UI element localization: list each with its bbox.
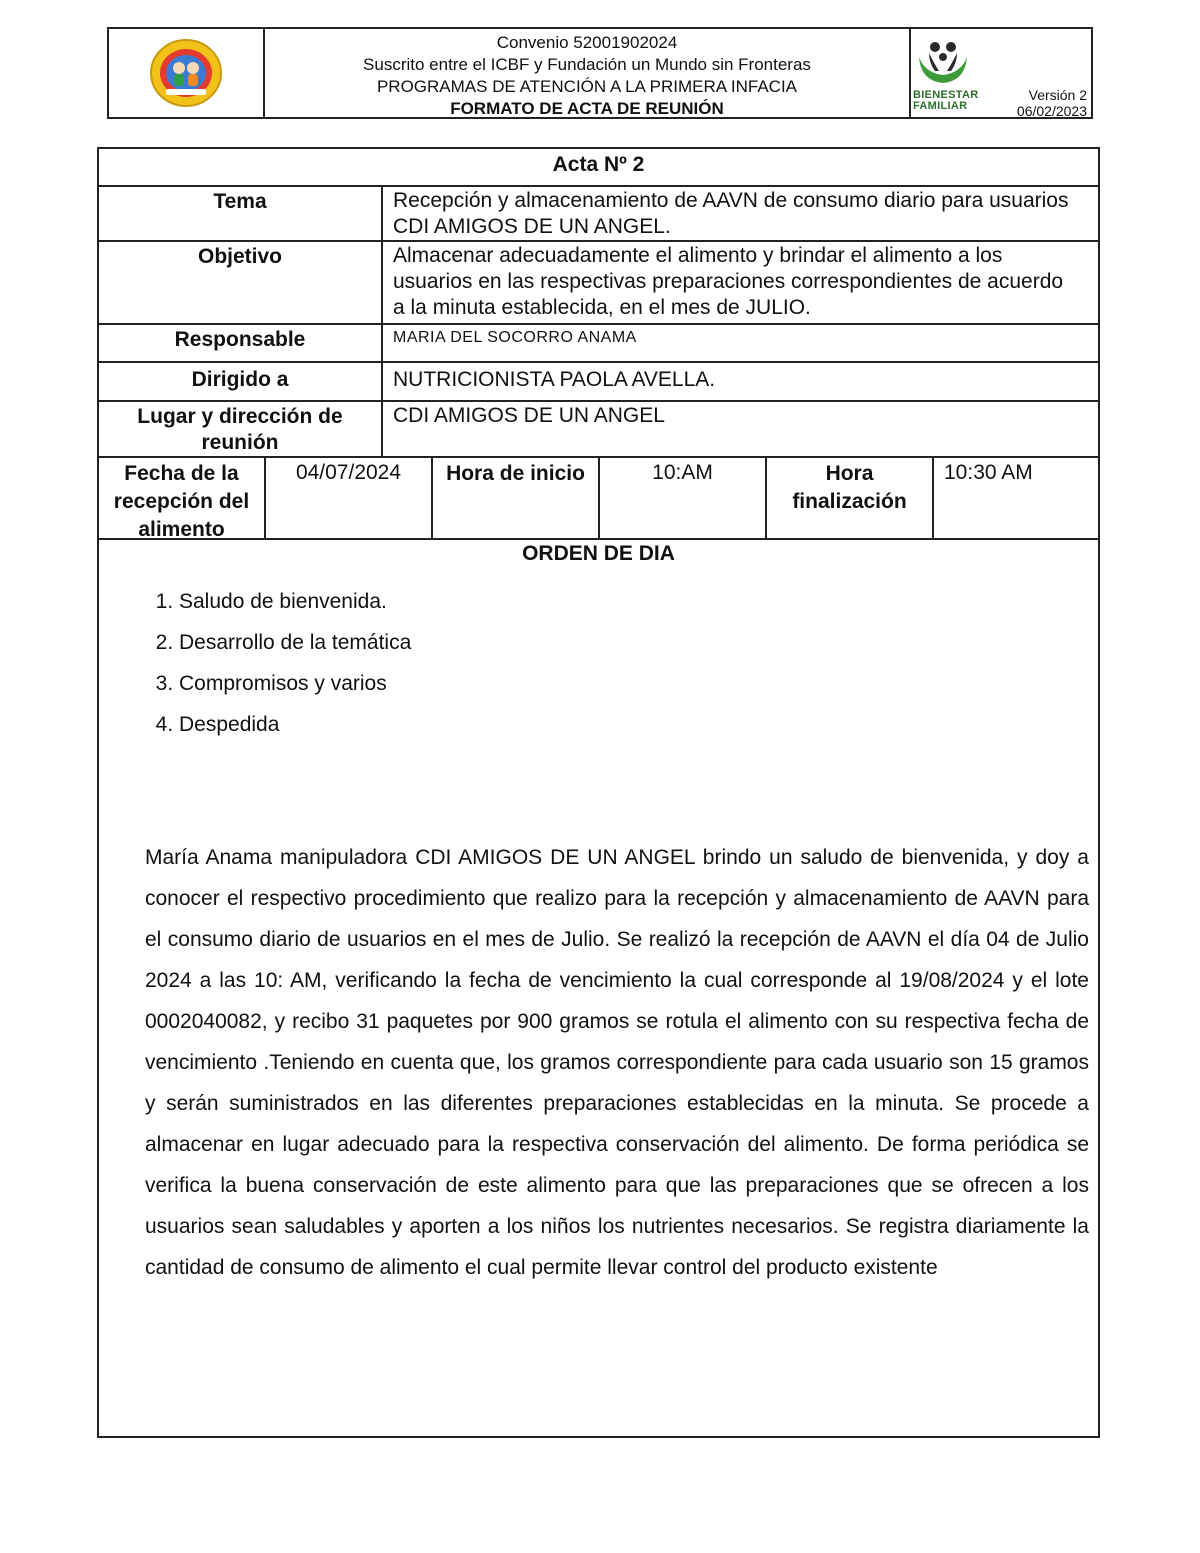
responsable-row <box>99 325 1098 363</box>
agenda-item: 2. Desarrollo de la temática <box>179 630 411 671</box>
objetivo-label: Objetivo <box>99 242 383 323</box>
hora-inicio-label: Hora de inicio <box>433 458 600 538</box>
document-header <box>107 27 1093 119</box>
tema-row <box>99 187 1098 242</box>
dirigido-row <box>99 363 1098 402</box>
version-date: 06/02/2023 <box>1016 103 1087 119</box>
header-brand-version <box>911 29 1091 117</box>
suscrito-text: Suscrito entre el ICBF y Fundación un Mundo sin Fronteras <box>363 55 811 74</box>
lugar-value: CDI AMIGOS DE UN ANGEL <box>393 404 665 427</box>
hora-fin-value: 10:30 AM <box>944 461 1033 484</box>
dirigido-label: Dirigido a <box>99 363 383 400</box>
brand-line-1: BIENESTAR <box>913 89 979 101</box>
lugar-label: Lugar y dirección de reunión <box>99 402 383 456</box>
hora-inicio-value: 10:AM <box>600 458 767 538</box>
orden-title: ORDEN DE DIA <box>522 542 675 565</box>
tema-label: Tema <box>99 187 383 240</box>
objetivo-row <box>99 242 1098 325</box>
foundation-logo-cell <box>109 29 265 117</box>
responsable-label: Responsable <box>99 325 383 361</box>
header-titles <box>265 29 911 117</box>
bienestar-familiar-icon <box>913 37 973 85</box>
lugar-row <box>99 402 1098 458</box>
acta-title: Acta Nº 2 <box>552 153 645 176</box>
agenda-list <box>137 589 411 753</box>
programas-text: PROGRAMAS DE ATENCIÓN A LA PRIMERA INFACIA <box>376 77 798 96</box>
bienestar-familiar-logo <box>913 37 977 112</box>
acta-table <box>97 147 1100 1438</box>
fecha-hora-row <box>99 458 1098 540</box>
form-title: FORMATO DE ACTA DE REUNIÓN <box>450 99 724 118</box>
agenda-item: 4. Despedida <box>179 712 411 753</box>
fecha-label: Fecha de la recepción del alimento <box>99 458 266 538</box>
tema-value: Recepción y almacenamiento de AAVN de consumo diario para usuarios CDI AMIGOS DE UN ANGEL. <box>393 189 1069 238</box>
agenda-item: 1. Saludo de bienvenida. <box>179 589 411 630</box>
fecha-value: 04/07/2024 <box>266 458 433 538</box>
agenda-item: 3. Compromisos y varios <box>179 671 411 712</box>
responsable-value: MARIA DEL SOCORRO ANAMA <box>393 329 637 346</box>
acta-title-row <box>99 149 1098 187</box>
dirigido-value: NUTRICIONISTA PAOLA AVELLA. <box>393 368 716 391</box>
convenio-text: Convenio 52001902024 <box>496 33 678 52</box>
brand-line-2: FAMILIAR <box>913 100 968 112</box>
hora-fin-label: Hora finalización <box>767 458 934 538</box>
version-block <box>1017 87 1087 119</box>
foundation-logo-icon <box>148 37 224 109</box>
objetivo-value: Almacenar adecuadamente el alimento y brindar el alimento a los usuarios en las respectivas preparaciones correspondientes de acuerdo a la minuta establecida, en el mes de JULIO. <box>393 244 1064 319</box>
meeting-description: María Anama manipuladora CDI AMIGOS DE UN ANGEL brindo un saludo de bienvenida, y doy a conocer el respectivo procedimiento que realizo para la recepción y almacenamiento de AAVN para el consumo diario de usuarios en el mes de Julio. Se realizó la recepción de AAVN el día 04 de Julio 2024 a las 10: AM, verificando la fecha de vencimiento la cual corresponde al 19/08/2024 y el lote 0002040082, y recibo 31 paquetes por 900 gramos se rotula el alimento con su respectiva fecha de vencimiento .Teniendo en cuenta que, los gramos correspondiente para cada usuario son 15 gramos y serán suministrados en las diferentes preparaciones establecidas en la minuta. Se procede a almacenar en lugar adecuado para la respectiva conservación del alimento. De forma periódica se verifica la buena conservación de este alimento para que las preparaciones que se ofrecen a los usuarios sean saludables y aporten a los niños los nutrientes necesarios. Se registra diariamente la cantidad de consumo de alimento el cual permite llevar control del producto existente <box>145 846 1089 1279</box>
version-label: Versión 2 <box>1028 87 1087 103</box>
